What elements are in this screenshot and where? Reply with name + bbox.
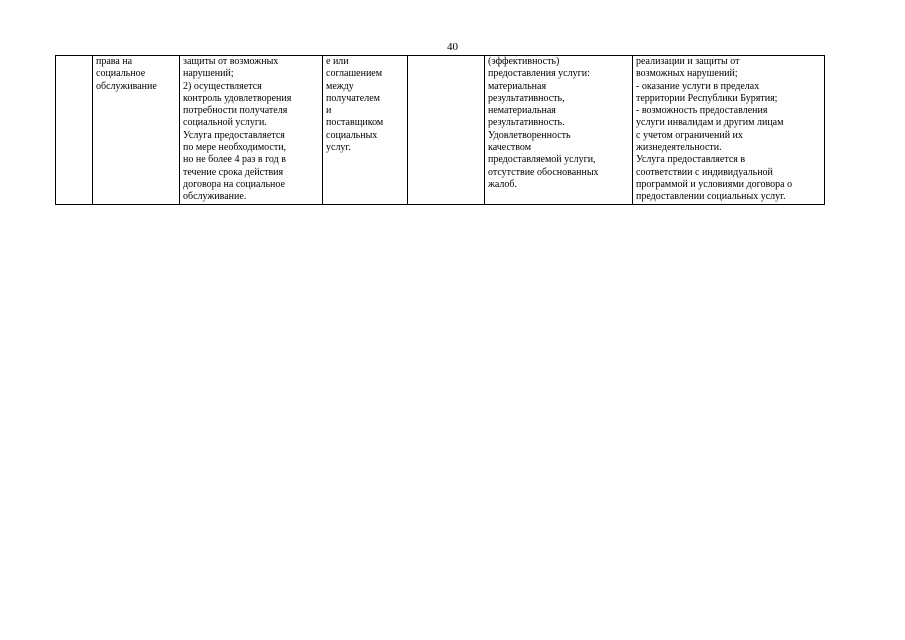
page-number: 40 <box>447 41 458 53</box>
table-row <box>56 56 825 205</box>
table-cell-service-name: права на социальное обслуживание <box>93 56 180 205</box>
table-cell-conditions: реализации и защиты от возможных нарушений; - оказание услуги в пределах территории Республики Бурятия; - возможность предоставления услуги инвалидам и другим лицам с учетом ограничений их жизнедеятельности. Услуга предоставляется в соответствии с индивидуальной программой и условиями договора о предоставлении социальных услуг. <box>633 56 825 205</box>
table-cell-service-description: защиты от возможных нарушений; 2) осуществляется контроль удовлетворения потребности получателя социальной услуги. Услуга предоставляется по мере необходимости, но не более 4 раз в год в течение срока действия договора на социальное обслуживание. <box>180 56 323 205</box>
table-cell-effectiveness: (эффективность) предоставления услуги: материальная результативность, нематериальная результативность. Удовлетворенность качеством предоставляемой услуги, отсутствие обоснованных жалоб. <box>485 56 633 205</box>
table-cell-terms: е или соглашением между получателем и поставщиком социальных услуг. <box>323 56 408 205</box>
services-table <box>55 55 825 205</box>
table-cell-empty <box>408 56 485 205</box>
table-cell-number <box>56 56 93 205</box>
